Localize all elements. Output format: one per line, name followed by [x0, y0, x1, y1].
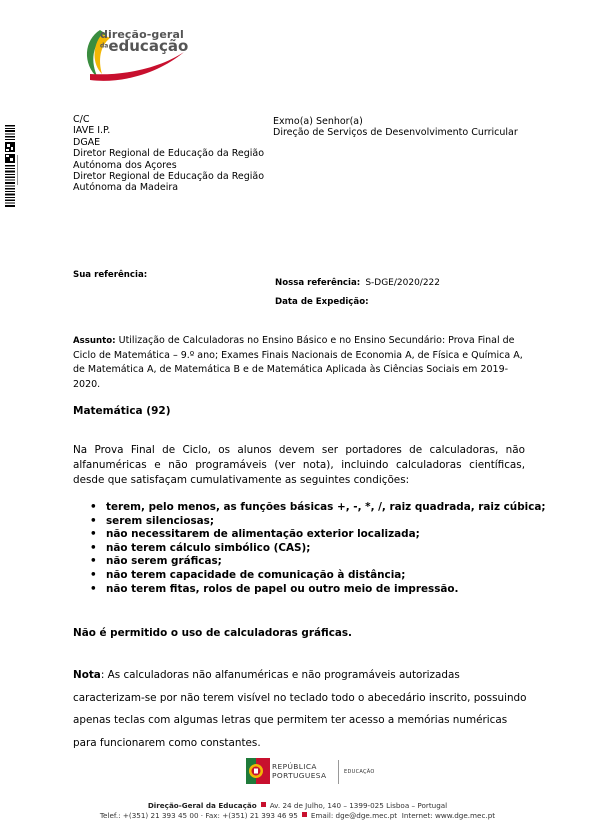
footer-org: Direção-Geral da Educação	[147, 801, 257, 810]
nossa-referencia-value: S-DGE/2020/222	[365, 278, 441, 288]
footer-phones: Telef.: +(351) 21 393 45 00 · Fax: +(351) 21 393 46 95	[99, 811, 298, 820]
document-barcode-icon	[4, 125, 20, 207]
list-item: • serem silenciosas;	[90, 515, 546, 529]
cc-recipients	[73, 114, 264, 194]
cc-line: Diretor Regional de Educação da Região	[73, 148, 265, 160]
footer-square-icon	[261, 802, 266, 807]
intro-paragraph: Na Prova Final de Ciclo, os alunos devem ser portadores de calculadoras, não alfanuméricas e não programáveis (ver nota), incluindo calculadoras científicas, desde que satisfaçam cumulativamente as seguintes condições:	[73, 444, 525, 486]
footer-email: Email: dge@dge.mec.pt	[310, 811, 398, 820]
logo-text-da: da	[100, 42, 109, 50]
nota-text: : As calculadoras não alfanuméricas e não programáveis autorizadas caracterizam-se por não terem visível no teclado todo o abecedário inscrito, possuindo apenas teclas com algumas letras que permitem ter acesso a memórias numéricas para funcionarem como constantes.	[73, 669, 527, 749]
footer-square-icon	[302, 812, 307, 817]
republica-portuguesa-text	[272, 763, 327, 780]
cc-line: Diretor Regional de Educação da Região	[73, 171, 265, 183]
footer-line-1	[0, 801, 595, 810]
assunto	[73, 334, 528, 392]
cc-line: C/C	[73, 114, 90, 125]
logo-text-educacao: educação	[108, 37, 189, 55]
section-heading: Matemática (92)	[73, 405, 171, 417]
assunto-label: Assunto:	[73, 336, 116, 346]
list-item: • não terem capacidade de comunicação à distância;	[90, 569, 546, 583]
sua-referencia-label: Sua referência:	[73, 270, 148, 280]
footer-divider	[338, 760, 339, 784]
list-item: • não terem cálculo simbólico (CAS);	[90, 542, 546, 556]
list-item: • não serem gráficas;	[90, 555, 546, 569]
cc-line: IAVE I.P.	[73, 125, 111, 137]
list-item: • não terem fitas, rolos de papel ou outro meio de impressão.	[90, 583, 546, 597]
conditions-list	[90, 501, 546, 596]
nossa-referencia-label: Nossa referência:	[275, 278, 361, 288]
no-graphics-statement: Não é permitido o uso de calculadoras gráficas.	[73, 627, 352, 639]
addressee	[273, 116, 518, 139]
rp-line2: PORTUGUESA	[272, 770, 327, 780]
assunto-text: Utilização de Calculadoras no Ensino Básico e no Ensino Secundário: Prova Final de Ciclo de Matemática – 9.º ano; Exames Finais Nacionais de Economia A, de Física e Química A, de Matemática A, de Matemática B e de Matemática Aplicada às Ciências Sociais em 2019-2020.	[73, 335, 523, 390]
addressee-salutation: Exmo(a) Senhor(a)	[273, 116, 363, 127]
list-item: • terem, pelo menos, as funções básicas +, -, *, /, raiz quadrada, raiz cúbica;	[90, 501, 546, 515]
data-expedicao-label: Data de Expedição:	[275, 297, 369, 307]
cc-line: Autónoma da Madeira	[73, 182, 179, 194]
addressee-department: Direção de Serviços de Desenvolvimento Curricular	[273, 127, 518, 139]
cc-line: Autónoma dos Açores	[73, 159, 177, 171]
footer-address: Av. 24 de Julho, 140 – 1399-025 Lisboa – Portugal	[269, 801, 448, 810]
logo-text-line2	[100, 38, 188, 55]
nossa-referencia	[275, 270, 440, 289]
rp-line1: REPÚBLICA	[272, 762, 317, 771]
rp-area-label: EDUCAÇÃO	[344, 769, 375, 775]
cc-line: DGAE	[73, 136, 101, 148]
nota-paragraph	[73, 664, 533, 754]
republica-portuguesa-emblem-icon	[246, 758, 270, 784]
footer-internet: Internet: www.dge.mec.pt	[401, 811, 496, 820]
logo-text-line1: direção-geral	[100, 28, 184, 41]
list-item: • não necessitarem de alimentação exterior localizada;	[90, 528, 546, 542]
footer-line-2	[0, 811, 595, 820]
nota-label: Nota	[73, 669, 101, 681]
